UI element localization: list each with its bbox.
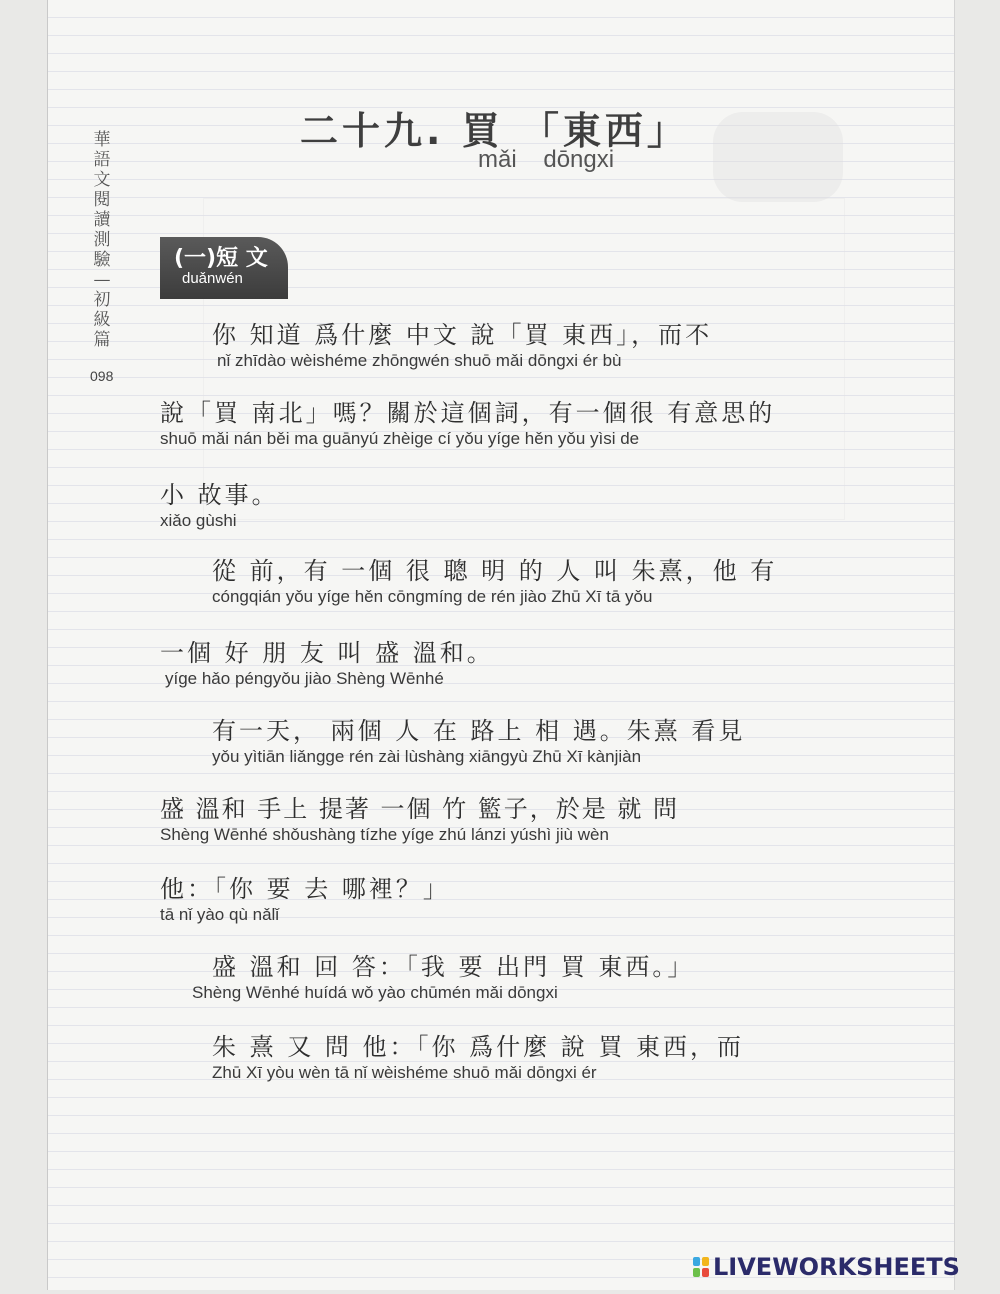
section-label: (一)短 文 xyxy=(174,246,268,271)
section-pinyin: duǎnwén xyxy=(182,270,243,287)
liveworksheets-logo-icon xyxy=(692,1256,710,1278)
hanzi-text: 小 故事。 xyxy=(160,481,279,509)
pinyin-text: yíge hǎo péngyǒu jiào Shèng Wēnhé xyxy=(165,669,444,688)
logo-square xyxy=(702,1257,709,1266)
text-line xyxy=(160,480,279,532)
side-book-title xyxy=(88,130,116,350)
text-line xyxy=(212,556,777,608)
lesson-title-pinyin: mǎi dōngxi xyxy=(478,146,615,173)
liveworksheets-watermark xyxy=(692,1253,960,1281)
text-line xyxy=(192,952,695,1004)
pinyin-text: nǐ zhīdào wèishéme zhōngwén shuō mǎi dōngxi ér bù xyxy=(217,351,622,370)
hanzi-text: 朱 熹 又 問 他：「你 爲什麼 說 買 東西，而 xyxy=(212,1033,745,1061)
pinyin-text: Shèng Wēnhé huídá wǒ yào chūmén mǎi dōngxi xyxy=(192,983,558,1002)
bleed-through-shape xyxy=(713,112,843,202)
section-badge xyxy=(160,237,288,299)
text-line xyxy=(160,398,775,450)
pinyin-text: yǒu yìtiān liǎngge rén zài lùshàng xiāngyù Zhū Xī kànjiàn xyxy=(212,747,642,766)
text-line xyxy=(212,1032,744,1084)
hanzi-text: 他：「你 要 去 哪裡？」 xyxy=(160,875,450,903)
pinyin-text: Zhū Xī yòu wèn tā nǐ wèishéme shuō mǎi dōngxi ér xyxy=(212,1063,597,1082)
pinyin-text: xiǎo gùshi xyxy=(160,511,237,530)
pinyin-text: Shèng Wēnhé shǒushàng tízhe yíge zhú lánzi yúshì jiù wèn xyxy=(160,825,609,844)
pinyin-text: shuō mǎi nán běi ma guānyú zhèige cí yǒu yíge hěn yǒu yìsi de xyxy=(160,429,640,448)
page-number: 098 xyxy=(90,368,114,384)
pinyin-text: cóngqián yǒu yíge hěn cōngmíng de rén jiào Zhū Xī tā yǒu xyxy=(212,587,653,606)
book-title: 華語文閱讀測驗—初級篇 xyxy=(93,130,111,350)
hanzi-text: 盛 溫和 手上 提著 一個 竹 籃子，於是 就 問 xyxy=(160,795,680,823)
logo-square xyxy=(693,1257,700,1266)
hanzi-text: 有一天， 兩個 人 在 路上 相 遇。朱熹 看見 xyxy=(212,717,746,745)
text-line xyxy=(160,794,679,846)
logo-square xyxy=(693,1268,700,1277)
watermark-text: LIVEWORKSHEETS xyxy=(713,1253,960,1281)
logo-square xyxy=(702,1268,709,1277)
hanzi-text: 從 前，有 一個 很 聰 明 的 人 叫 朱熹，他 有 xyxy=(212,557,778,585)
hanzi-text: 一個 好 朋 友 叫 盛 溫和。 xyxy=(160,639,494,667)
lesson-title: 二十九. 買 「東西」 xyxy=(300,109,689,153)
text-line xyxy=(160,874,450,926)
text-line xyxy=(212,320,712,372)
text-line xyxy=(212,716,745,768)
hanzi-text: 說「買 南北」嗎？關於這個詞，有一個很 有意思的 xyxy=(160,399,776,427)
pinyin-text: tā nǐ yào qù nǎlǐ xyxy=(160,905,280,924)
text-line xyxy=(160,638,494,690)
hanzi-text: 盛 溫和 回 答：「我 要 出門 買 東西。」 xyxy=(212,953,695,981)
hanzi-text: 你 知道 爲什麼 中文 說「買 東西」，而不 xyxy=(212,321,713,349)
